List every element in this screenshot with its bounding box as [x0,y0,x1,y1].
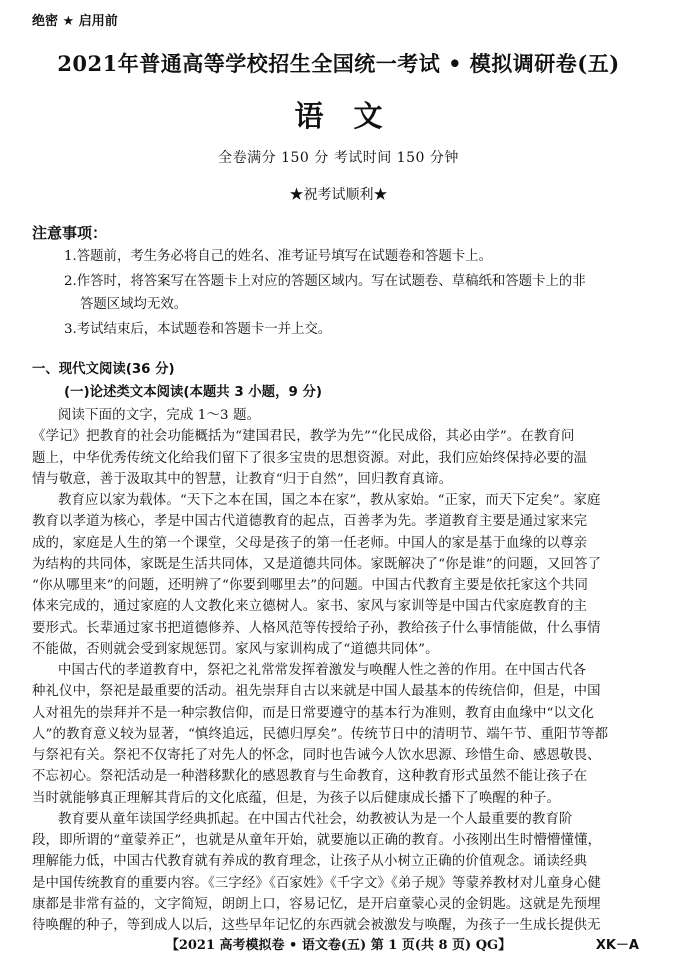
passage-line: 不能做，否则就会受到家规惩罚。家风与家训构成了“道德共同体”。 [32,641,439,657]
passage-line: 人对祖先的崇拜并不是一种宗教信仰，而是日常要遵守的基本行为准则，教育由血缘中“以文化 [32,705,595,721]
notice-item-3: 3.考试结束后，本试题卷和答题卡一并上交。 [64,322,332,337]
passage-line: 为结构的共同体，家既是生活共同体，又是道德共同体。家既解决了“你是谁”的问题，又回答了 [32,556,602,572]
confidential-label: 绝密 ★ 启用前 [32,14,118,29]
passage-line: 阅读下面的文字，完成 1～3 题。 [58,408,261,423]
passage-line: 要形式。长辈通过家书把道德修养、人格风范等传授给子孙，教给孩子什么事情能做，什么事情 [32,620,601,636]
passage-line: “你从哪里来”的问题，还明辨了“你要到哪里去”的问题。中国古代教育主要是依托家这个共同 [32,578,589,593]
blessing-line: ★祝考试顺利★ [289,187,388,203]
notice-heading: 注意事项： [32,224,108,242]
passage-line: 题上，中华优秀传统文化给我们留下了很多宝贵的思想资源。对此，我们应始终保持必要的温 [32,450,588,466]
passage-line: 当时就能够真正理解其背后的文化底蕴，但是，为孩子以后健康成长播下了唤醒的种子。 [32,790,561,806]
notice-item-1: 1.答题前，考生务必将自己的姓名、准考证号填写在试题卷和答题卡上。 [64,249,492,264]
section-heading: 一、现代文阅读(36 分) [32,362,175,377]
passage-line: 与祭祀有关。祭祀不仅寄托了对先人的怀念，同时也告诫今人饮水思源、珍惜生命、感恩敬畏、 [32,748,601,763]
passage-line: 成的，家庭是人生的第一个课堂，父母是孩子的第一任老师。中国人的家是基于血缘的以尊亲 [32,535,588,551]
page-footer: 【2021 高考模拟卷 • 语文卷(五) 第 1 页(共 8 页) QG】 [165,938,512,953]
passage-line: 康都是非常有益的，文字简短，朗朗上口，容易记忆，是开启童蒙心灵的金钥匙。这就是先预埋 [32,896,601,912]
subject-title: 语文 [294,99,413,133]
passage-line: 教育以孝道为核心，孝是中国古代道德教育的起点，百善孝为先。孝道教育主要是通过家来完 [32,514,588,530]
passage-line: 是中国传统教育的重要内容。《三字经》《百家姓》《千字文》《弟子规》等蒙养教材对儿童身心健 [32,875,601,891]
paper-code: XK－A [595,938,639,953]
passage-line: 待唤醒的种子，等到成人以后，这些早年记忆的东西就会被激发与唤醒，为孩子一生成长提供无 [32,918,601,933]
subsection-heading: (一)论述类文本阅读(本题共 3 小题，9 分) [64,385,322,400]
notice-item-2-continued: 答题区域均无效。 [80,297,188,312]
passage-line: 段，即所谓的“童蒙养正”，也就是从童年开始，就要施以正确的教育。小孩刚出生时懵懵懂懂， [32,833,602,848]
notice-item-2: 2.作答时，将答案写在答题卡上对应的答题区域内。写在试题卷、草稿纸和答题卡上的非 [64,274,586,289]
passage-line: 中国古代的孝道教育中，祭祀之礼常常发挥着激发与唤醒人性之善的作用。在中国古代各 [58,663,587,678]
passage-line: 种礼仪中，祭祀是最重要的活动。祖先崇拜自古以来就是中国人最基本的传统信仰，但是，中国 [32,684,601,700]
exam-info: 全卷满分 150 分 考试时间 150 分钟 [218,150,459,166]
exam-title: 2021年普通高等学校招生全国统一考试 • 模拟调研卷(五) [57,51,620,76]
passage-line: 不忘初心。祭祀活动是一种潜移默化的感恩教育与生命教育，这种教育形式虽然不能让孩子在 [32,769,588,785]
passage-line: 《学记》把教育的社会功能概括为“建国君民，教学为先”“化民成俗，其必由学”。在教育问 [32,429,575,445]
passage-line: 情与敬意，善于汲取其中的智慧，让教育“归于自然”，回归教育真谛。 [32,471,453,487]
passage-line: 教育要从童年读国学经典抓起。在中国古代社会，幼教被认为是一个人最重要的教育阶 [58,811,573,827]
passage-line: 人”的教育意义较为显著，“慎终追远，民德归厚矣”。传统节日中的清明节、端午节、重阳节等都 [32,726,609,742]
passage-line: 理解能力低，中国古代教育就有养成的教育理念，让孩子从小树立正确的价值观念。诵读经典 [32,854,588,870]
passage-line: 体来完成的，通过家庭的人文教化来立德树人。家书、家风与家训等是中国古代家庭教育的主 [32,599,588,615]
passage-line: 教育应以家为载体。“天下之本在国，国之本在家”，教从家始。“正家，而天下定矣”。家庭 [58,493,601,508]
